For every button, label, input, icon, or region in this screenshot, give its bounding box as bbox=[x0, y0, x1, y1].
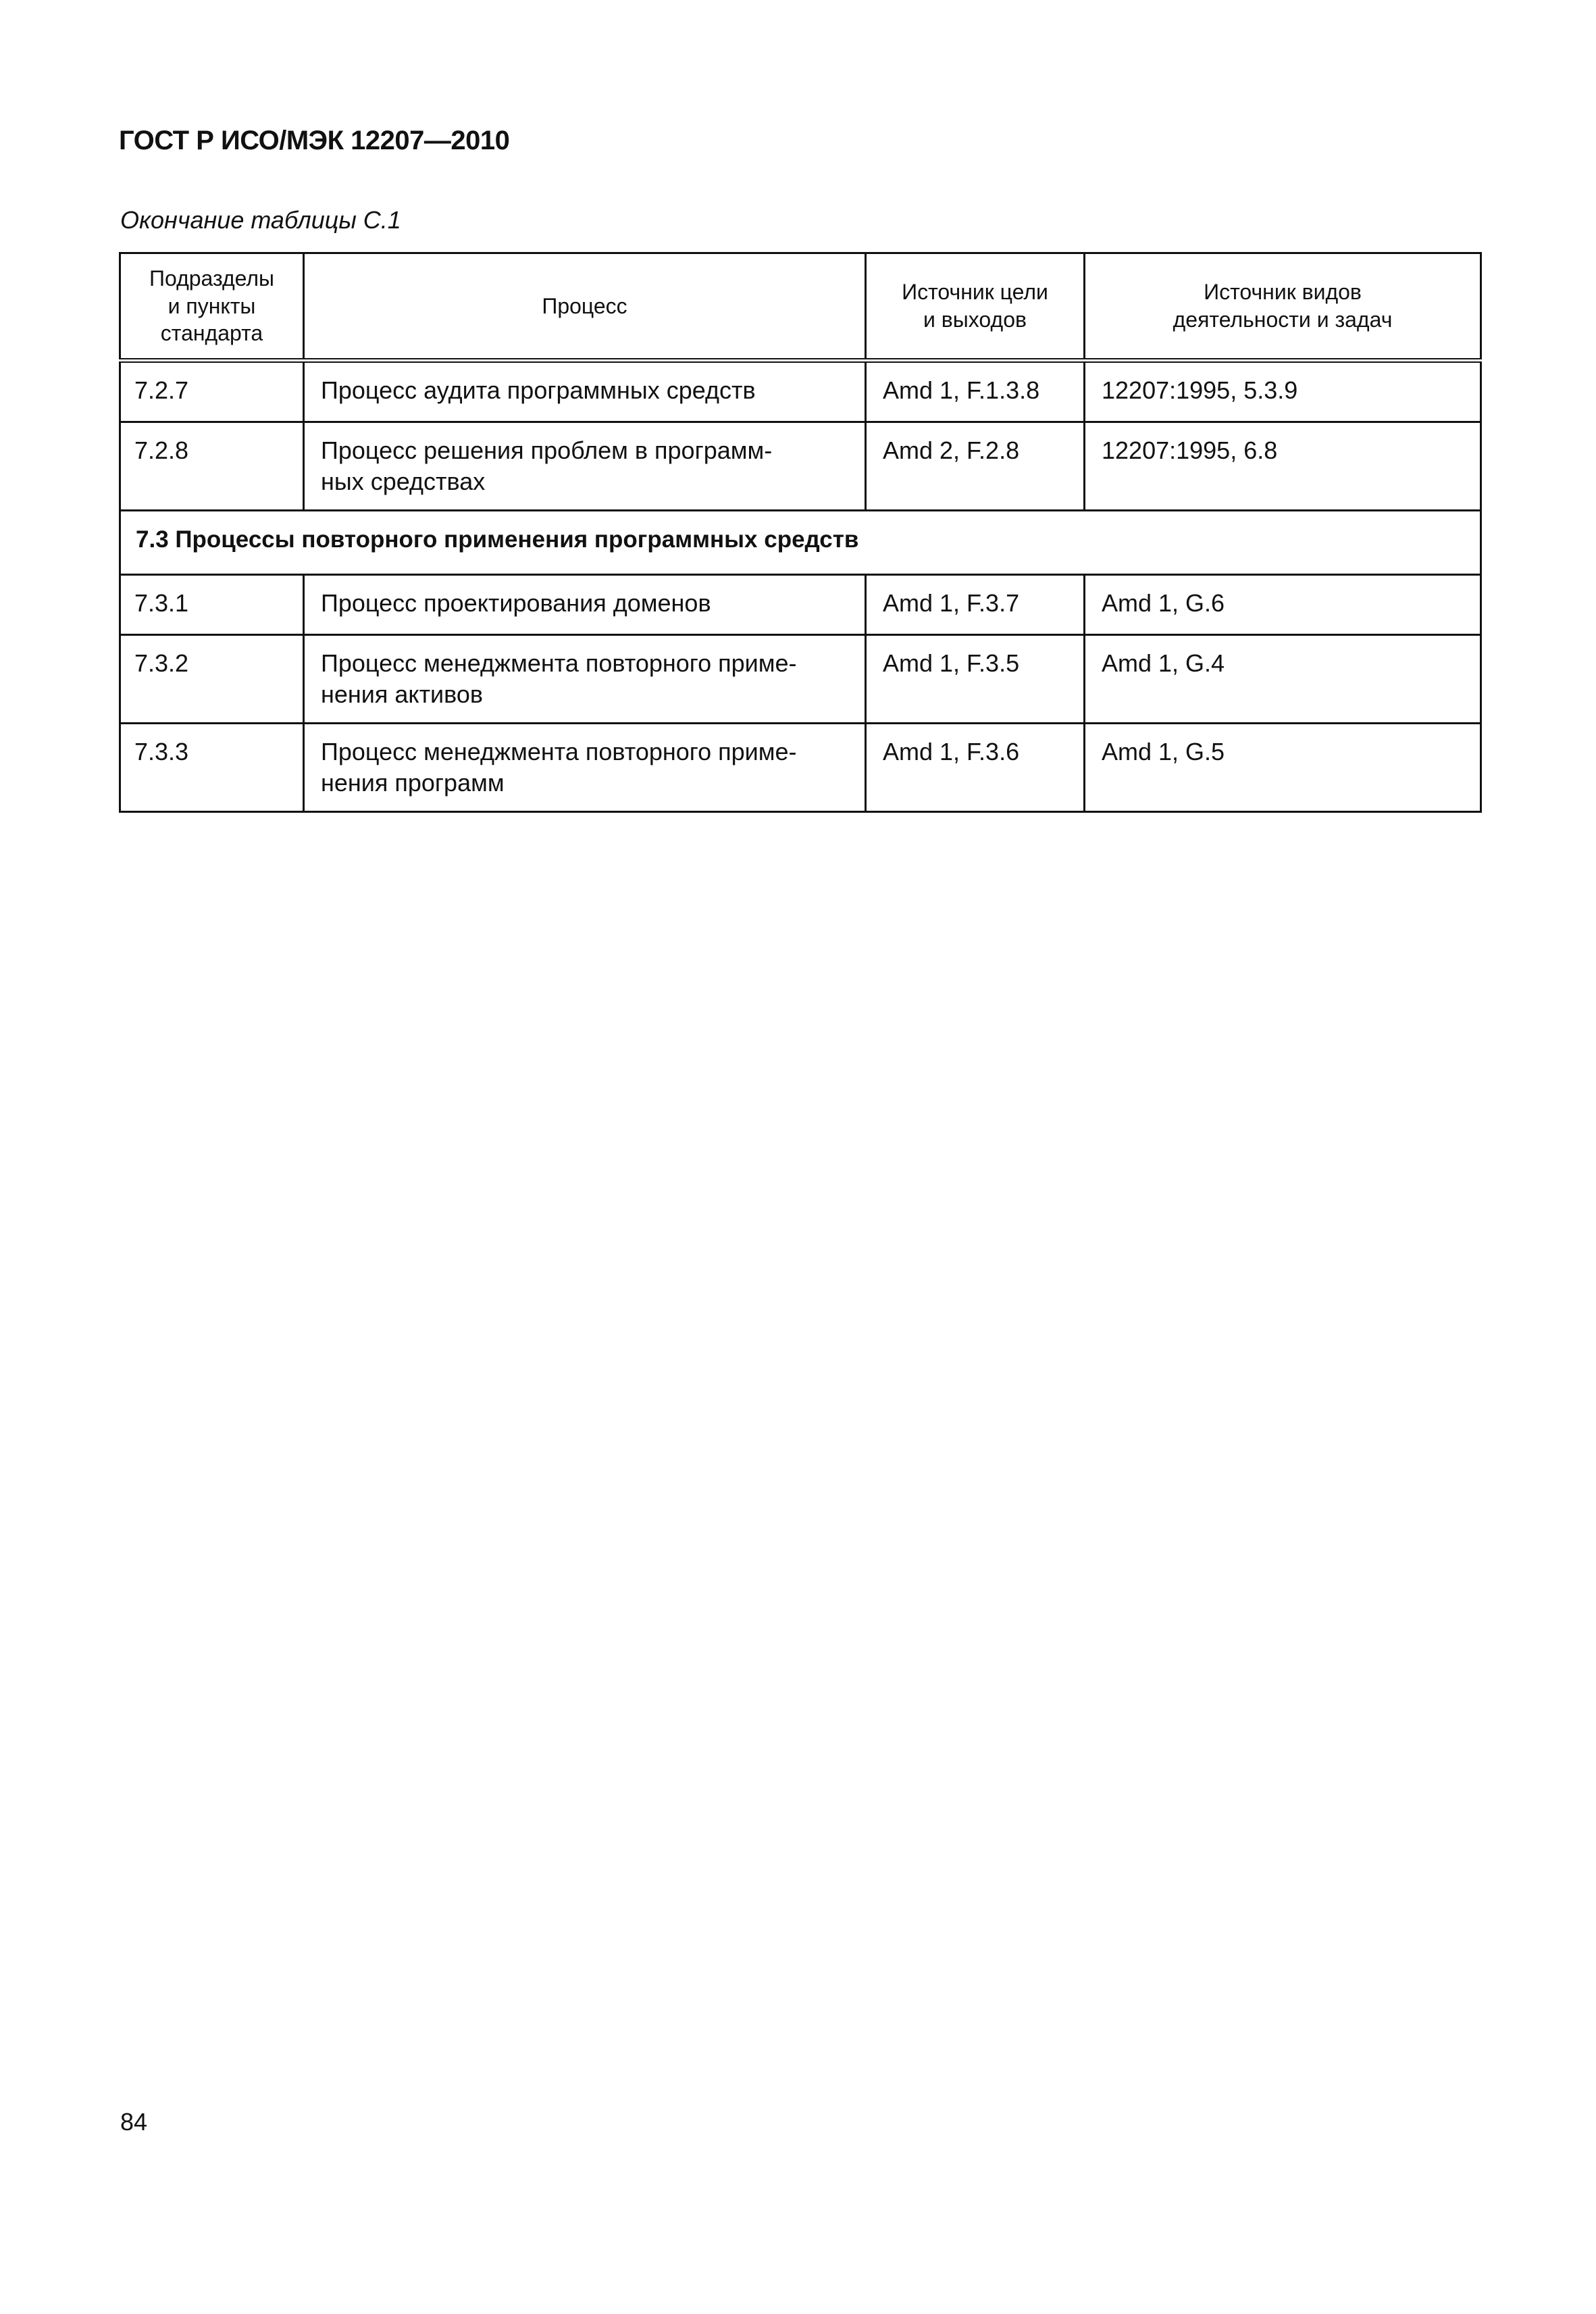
cell-goal-source: Amd 2, F.2.8 bbox=[866, 422, 1085, 511]
cell-goal-source: Amd 1, F.3.7 bbox=[866, 575, 1085, 635]
table-header-row bbox=[120, 253, 1481, 361]
cell-activity-source: 12207:1995, 6.8 bbox=[1085, 422, 1481, 511]
section-heading-row bbox=[120, 511, 1481, 575]
table-row bbox=[120, 635, 1481, 724]
header-process: Процесс bbox=[304, 253, 866, 361]
cell-process: Процесс менеджмента повторного приме- нения активов bbox=[304, 635, 866, 724]
cell-activity-source: Amd 1, G.6 bbox=[1085, 575, 1481, 635]
header-sections: Подразделы и пункты стандарта bbox=[120, 253, 304, 361]
table-row bbox=[120, 361, 1481, 422]
table-row bbox=[120, 575, 1481, 635]
standards-table bbox=[119, 252, 1482, 813]
cell-section: 7.3.3 bbox=[120, 724, 304, 812]
table-caption: Окончание таблицы С.1 bbox=[120, 206, 401, 234]
cell-goal-source: Amd 1, F.3.6 bbox=[866, 724, 1085, 812]
cell-section: 7.3.2 bbox=[120, 635, 304, 724]
header-activity-source: Источник видов деятельности и задач bbox=[1085, 253, 1481, 361]
document-title: ГОСТ Р ИСО/МЭК 12207—2010 bbox=[119, 126, 510, 155]
cell-section: 7.2.8 bbox=[120, 422, 304, 511]
table-row bbox=[120, 422, 1481, 511]
cell-section: 7.2.7 bbox=[120, 361, 304, 422]
cell-goal-source: Amd 1, F.3.5 bbox=[866, 635, 1085, 724]
header-goal-source: Источник цели и выходов bbox=[866, 253, 1085, 361]
cell-activity-source: Amd 1, G.4 bbox=[1085, 635, 1481, 724]
cell-activity-source: 12207:1995, 5.3.9 bbox=[1085, 361, 1481, 422]
page-number: 84 bbox=[120, 2108, 148, 2136]
cell-section: 7.3.1 bbox=[120, 575, 304, 635]
cell-process: Процесс менеджмента повторного приме- нения программ bbox=[304, 724, 866, 812]
cell-process: Процесс аудита программных средств bbox=[304, 361, 866, 422]
cell-process: Процесс проектирования доменов bbox=[304, 575, 866, 635]
table-row bbox=[120, 724, 1481, 812]
cell-process: Процесс решения проблем в программ- ных средствах bbox=[304, 422, 866, 511]
cell-goal-source: Amd 1, F.1.3.8 bbox=[866, 361, 1085, 422]
section-heading: 7.3 Процессы повторного применения программных средств bbox=[120, 511, 1481, 575]
cell-activity-source: Amd 1, G.5 bbox=[1085, 724, 1481, 812]
